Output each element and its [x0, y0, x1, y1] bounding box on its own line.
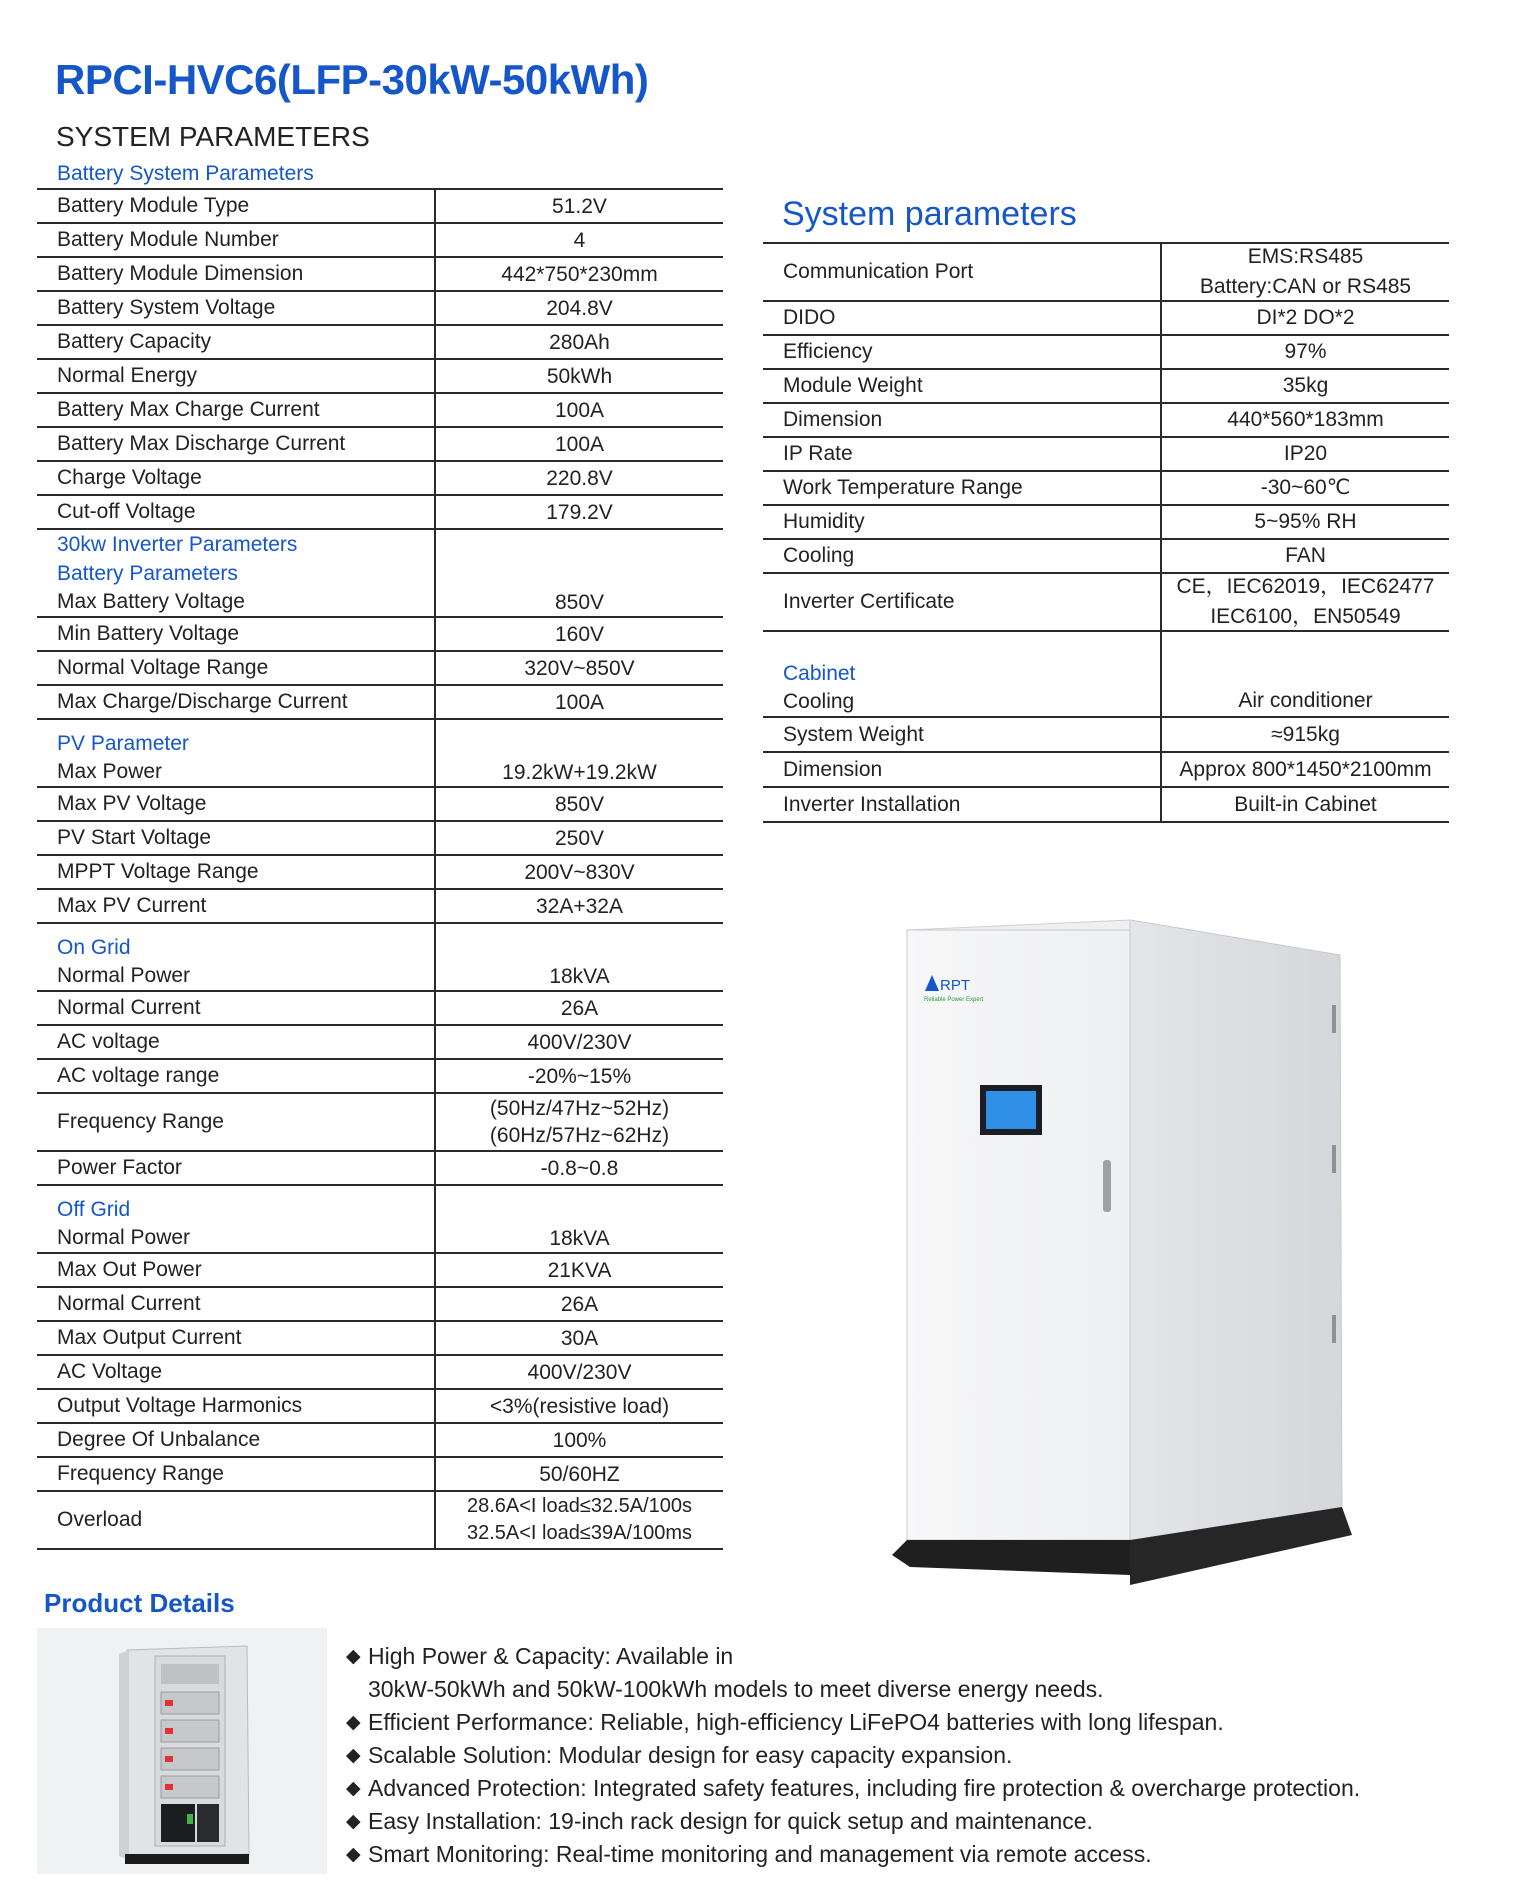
table-row [37, 394, 723, 428]
table-row [37, 1060, 723, 1094]
row-value: 100% [552, 1428, 607, 1452]
table-row [37, 1094, 723, 1152]
table-row [37, 924, 723, 992]
group-heading: PV Parameter [57, 732, 189, 755]
row-label: Work Temperature Range [763, 472, 1162, 504]
table-row [37, 1254, 723, 1288]
list-item [346, 1772, 1506, 1805]
table-row [37, 720, 723, 788]
row-label: Charge Voltage [37, 462, 436, 494]
row-value: 21KVA [547, 1258, 612, 1282]
row-label: Dimension [763, 404, 1162, 436]
group-heading: Off Grid [57, 1198, 131, 1221]
row-label: MPPT Voltage Range [37, 856, 436, 888]
row-value: 250V [554, 826, 605, 850]
group-heading: 30kw Inverter Parameters [57, 533, 298, 556]
table-row [763, 472, 1449, 506]
row-label: Normal Power [57, 1226, 191, 1249]
row-value: 32A+32A [536, 894, 623, 918]
row-value: 97% [1284, 340, 1327, 363]
row-value: 160V [554, 622, 605, 646]
feature-line: Smart Monitoring: Real-time monitoring and management via remote access. [368, 1841, 1152, 1867]
row-label: Dimension [763, 753, 1162, 786]
table-row [37, 1288, 723, 1322]
list-item [346, 1838, 1506, 1871]
row-value: 50kWh [546, 364, 613, 388]
row-value: 400V/230V [527, 1360, 632, 1384]
row-value: 440*560*183mm [1227, 408, 1384, 431]
group-subheading: Battery Parameters [57, 562, 238, 585]
row-label: AC voltage range [37, 1060, 436, 1092]
row-value: CE，IEC62019，IEC62477 [1176, 575, 1435, 598]
row-value: 4 [573, 228, 586, 252]
list-item [346, 1706, 1506, 1739]
table-row [37, 1390, 723, 1424]
table-row [37, 530, 723, 618]
row-label: Degree Of Unbalance [37, 1424, 436, 1456]
row-value: -30~60℃ [1260, 476, 1351, 499]
row-value: 280Ah [549, 330, 610, 354]
system-parameters-title: System parameters [782, 195, 1077, 233]
row-value: FAN [1285, 544, 1326, 567]
row-label: Inverter Certificate [763, 574, 1162, 630]
row-label: Battery Module Dimension [37, 258, 436, 290]
row-value: 26A [560, 1292, 599, 1316]
list-item [346, 1640, 1506, 1706]
row-label: Module Weight [763, 370, 1162, 402]
row-label: Max Output Current [37, 1322, 436, 1354]
row-value: 30A [560, 1326, 599, 1350]
row-label: AC voltage [37, 1026, 436, 1058]
table-row [763, 632, 1449, 718]
row-label: Max PV Voltage [37, 788, 436, 820]
row-value: 18kVA [549, 965, 610, 988]
feature-line: Efficient Performance: Reliable, high-efficiency LiFePO4 batteries with long lifespan. [368, 1709, 1224, 1735]
row-label: Min Battery Voltage [37, 618, 436, 650]
cabinet-image [880, 895, 1370, 1595]
row-label: Battery Max Charge Current [37, 394, 436, 426]
feature-line: Easy Installation: 19-inch rack design for quick setup and maintenance. [368, 1808, 1093, 1834]
table-row [37, 822, 723, 856]
row-value: 400V/230V [527, 1030, 632, 1054]
row-value: 100A [554, 398, 605, 422]
table-row [763, 788, 1449, 823]
row-label: Output Voltage Harmonics [37, 1390, 436, 1422]
row-label: Max Power [57, 760, 163, 783]
table-row [37, 326, 723, 360]
table-row [37, 258, 723, 292]
row-value: Air conditioner [1238, 689, 1373, 712]
list-item [346, 1739, 1506, 1772]
table-row [37, 686, 723, 720]
row-value: 5~95% RH [1254, 510, 1357, 533]
row-label: Max Out Power [37, 1254, 436, 1286]
feature-line: 30kW-50kWh and 50kW-100kWh models to meet diverse energy needs. [368, 1676, 1104, 1702]
table-row [37, 992, 723, 1026]
row-label: Battery Module Type [37, 190, 436, 222]
row-label: Battery Capacity [37, 326, 436, 358]
table-row [763, 370, 1449, 404]
row-value: 19.2kW+19.2kW [502, 761, 657, 784]
row-value: -20%~15% [527, 1064, 632, 1088]
row-label: IP Rate [763, 438, 1162, 470]
row-label: Power Factor [37, 1152, 436, 1184]
row-value: DI*2 DO*2 [1256, 306, 1355, 329]
table-row [37, 1186, 723, 1254]
row-label: Battery Max Discharge Current [37, 428, 436, 460]
row-label: PV Start Voltage [37, 822, 436, 854]
list-item [346, 1805, 1506, 1838]
table-row [763, 438, 1449, 472]
row-value: -0.8~0.8 [540, 1156, 619, 1180]
table-row [37, 360, 723, 394]
row-value: 179.2V [546, 500, 613, 524]
group-heading: On Grid [57, 936, 131, 959]
table-row [37, 1356, 723, 1390]
row-label: DIDO [763, 302, 1162, 334]
table-row [37, 618, 723, 652]
row-label: Efficiency [763, 336, 1162, 368]
row-label: Max PV Current [37, 890, 436, 922]
row-label: Frequency Range [37, 1094, 436, 1150]
row-label: Max Battery Voltage [57, 590, 245, 613]
row-value: IP20 [1283, 442, 1328, 465]
table-row [37, 190, 723, 224]
table-row [37, 1458, 723, 1492]
logo-brand: RPT [940, 977, 970, 994]
feature-line: Scalable Solution: Modular design for easy capacity expansion. [368, 1742, 1013, 1768]
row-label: Humidity [763, 506, 1162, 538]
row-label: AC Voltage [37, 1356, 436, 1388]
row-label: Max Charge/Discharge Current [37, 686, 436, 718]
row-label: Overload [37, 1492, 436, 1548]
feature-list [346, 1640, 1506, 1871]
row-label: Inverter Installation [763, 788, 1162, 821]
group-heading: Battery System Parameters [57, 162, 314, 185]
table-row [37, 1026, 723, 1060]
row-label: Normal Power [57, 964, 191, 987]
row-label: Normal Energy [37, 360, 436, 392]
row-value: 850V [554, 591, 605, 614]
row-value: 100A [554, 432, 605, 456]
row-label: Frequency Range [37, 1458, 436, 1490]
row-label: Normal Voltage Range [37, 652, 436, 684]
row-value: 51.2V [552, 194, 607, 218]
row-value: 35kg [1282, 374, 1329, 397]
row-value: Battery:CAN or RS485 [1199, 275, 1412, 298]
table-row [37, 428, 723, 462]
cabinet-open-image [37, 1628, 327, 1874]
row-label: Normal Current [37, 1288, 436, 1320]
table-row [763, 540, 1449, 574]
group-heading: Cabinet [783, 662, 856, 685]
table-row [763, 336, 1449, 370]
row-label: Battery System Voltage [37, 292, 436, 324]
product-details-title: Product Details [44, 1588, 235, 1618]
table-row [763, 404, 1449, 438]
row-value: 850V [554, 792, 605, 816]
logo-tagline: Reliable Power Expert [924, 997, 984, 1003]
table-row [37, 890, 723, 924]
table-row [763, 753, 1449, 788]
row-value: EMS:RS485 [1247, 245, 1364, 268]
row-value: 28.6A<I load≤32.5A/100s [466, 1495, 693, 1517]
row-label: Normal Current [37, 992, 436, 1024]
row-value: 320V~850V [524, 656, 635, 680]
table-row [763, 302, 1449, 336]
feature-line: High Power & Capacity: Available in [368, 1643, 734, 1669]
table-row [763, 506, 1449, 540]
table-row [763, 718, 1449, 753]
row-value: 26A [560, 996, 599, 1020]
row-label: Cut-off Voltage [37, 496, 436, 528]
row-value: 200V~830V [524, 860, 635, 884]
left-spec-table [37, 160, 723, 1550]
table-row [37, 1322, 723, 1356]
table-row [37, 1152, 723, 1186]
row-value: 204.8V [546, 296, 613, 320]
page-title: RPCI-HVC6(LFP-30kW-50kWh) [55, 56, 649, 103]
row-value: IEC6100，EN50549 [1210, 605, 1401, 628]
row-label: System Weight [763, 718, 1162, 751]
table-row [37, 224, 723, 258]
row-value: 18kVA [549, 1227, 610, 1250]
feature-line: Advanced Protection: Integrated safety features, including fire protection & overcharge protection. [368, 1775, 1361, 1801]
row-value: 442*750*230mm [501, 262, 658, 286]
row-value: 50/60HZ [539, 1462, 620, 1486]
row-value: <3%(resistive load) [489, 1394, 670, 1418]
row-value: 220.8V [546, 466, 613, 490]
table-row [37, 652, 723, 686]
row-value: (60Hz/57Hz~62Hz) [489, 1124, 670, 1147]
row-value: (50Hz/47Hz~52Hz) [489, 1097, 670, 1120]
row-value: Built-in Cabinet [1234, 792, 1377, 816]
table-row [37, 1492, 723, 1550]
table-row [763, 574, 1449, 632]
row-value: 32.5A<I load≤39A/100ms [466, 1522, 693, 1544]
row-value: ≈915kg [1271, 722, 1340, 746]
table-row [37, 292, 723, 326]
row-value: Approx 800*1450*2100mm [1179, 757, 1432, 781]
row-label: Battery Module Number [37, 224, 436, 256]
table-row [37, 1424, 723, 1458]
table-row [37, 856, 723, 890]
table-row [763, 244, 1449, 302]
right-spec-table [763, 242, 1449, 823]
row-label: Communication Port [763, 244, 1162, 300]
row-label: Cooling [763, 540, 1162, 572]
row-value: 100A [554, 690, 605, 714]
row-label: Cooling [783, 690, 855, 713]
table-row [37, 788, 723, 822]
table-row [37, 496, 723, 530]
table-row [37, 462, 723, 496]
section-subtitle: SYSTEM PARAMETERS [56, 121, 370, 152]
